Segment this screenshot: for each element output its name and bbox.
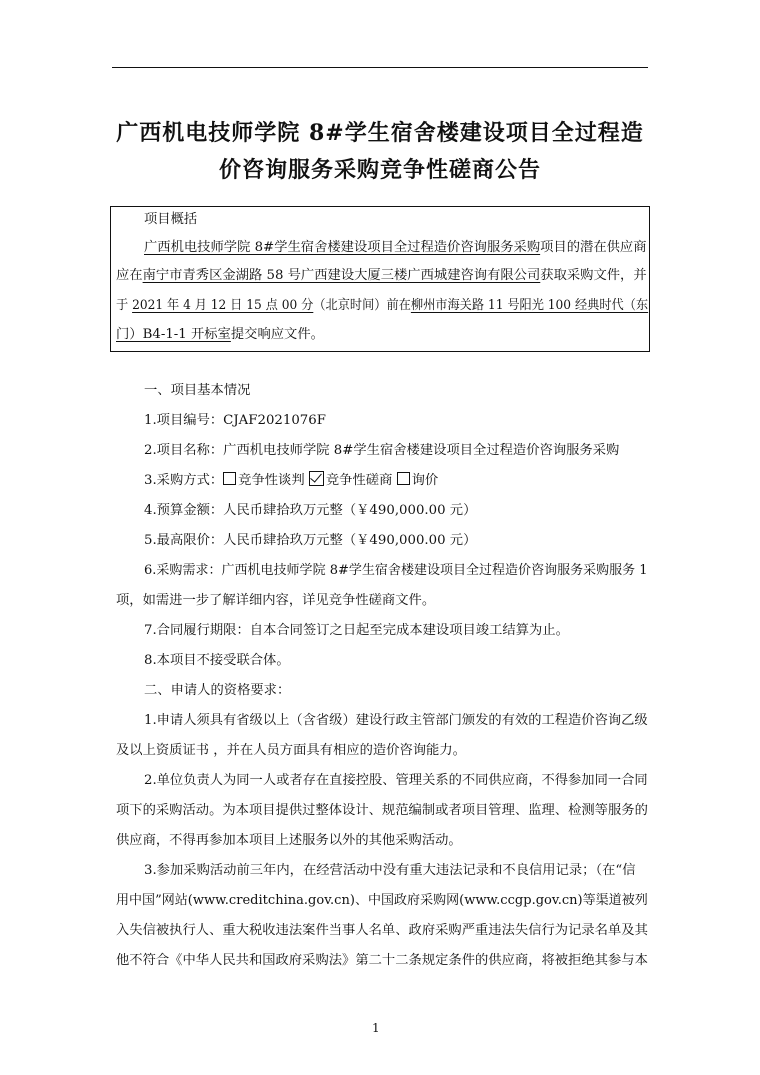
req2-line3: 供应商，不得再参加本项目上述服务以外的其他采购活动。 <box>116 833 462 848</box>
overview-heading: 项目概括 <box>144 212 198 227</box>
checkbox-unchecked-icon <box>223 472 236 485</box>
overview-line1: 广西机电技师学院 8#学生宿舍楼建设项目全过程造价咨询服务采购项目的潜在供应商 <box>144 240 647 255</box>
req3-line2: 用中国”网站(www.creditchina.gov.cn)、中国政府采购网(www.ccgp.gov.cn)等渠道被列 <box>116 893 648 908</box>
req3-line3: 入失信被执行人、重大税收违法案件当事人名单、政府采购严重违法失信行为记录名单及其 <box>116 923 648 938</box>
submission-place-underlined: 柳州市海关路 11 号阳光 100 经典时代（东 <box>410 298 649 313</box>
header-rule <box>112 67 648 68</box>
req1-line2: 及以上资质证书 ，并在人员方面具有相应的造价咨询能力。 <box>116 743 466 758</box>
project-name-underlined: 广西机电技师学院 8#学生宿舍楼建设项目全过程造价咨询服务采购 <box>144 240 541 255</box>
deadline-underlined: 2021 年 4 月 12 日 15 点 00 分 <box>132 298 314 313</box>
section2-heading: 二、申请人的资格要求： <box>144 683 291 698</box>
section1-heading: 一、项目基本情况 <box>144 383 251 398</box>
procurement-need-line2: 项，如需进一步了解详细内容，详见竞争性磋商文件。 <box>116 593 436 608</box>
checkbox-unchecked-icon <box>397 472 410 485</box>
no-consortium: 8.本项目不接受联合体。 <box>144 653 290 668</box>
overview-line4: 门）B4-1-1 开标室提交响应文件。 <box>116 327 324 342</box>
budget-amount: 4.预算金额：人民币肆拾玖万元整（￥490,000.00 元） <box>144 503 477 518</box>
contract-period: 7.合同履行期限：自本合同签订之日起至完成本建设项目竣工结算为止。 <box>144 623 569 638</box>
req2-line1: 2.单位负责人为同一人或者存在直接控股、管理关系的不同供应商，不得参加同一合同 <box>144 773 648 788</box>
overview-line3: 于 2021 年 4 月 12 日 15 点 00 分（北京时间）前在柳州市海关路 11 号阳光 100 经典时代（东 <box>116 298 649 313</box>
doc-title-line1: 广西机电技师学院 8#学生宿舍楼建设项目全过程造 <box>116 120 644 146</box>
project-number: 1.项目编号：CJAF2021076F <box>144 413 326 428</box>
document-location-underlined: 南宁市青秀区金湖路 58 号广西建设大厦三楼广西城建咨询有限公司 <box>142 268 541 283</box>
req2-line2: 项下的采购活动。为本项目提供过整体设计、规范编制或者项目管理、监理、检测等服务的 <box>116 803 648 818</box>
req3-line4: 他不符合《中华人民共和国政府采购法》第二十二条规定条件的供应商，将被拒绝其参与本 <box>116 953 648 968</box>
procurement-method: 3.采购方式： 竞争性谈判 竞争性磋商 询价 <box>144 473 439 488</box>
page-number: 1 <box>372 1021 380 1035</box>
project-name: 2.项目名称：广西机电技师学院 8#学生宿舍楼建设项目全过程造价咨询服务采购 <box>144 443 620 458</box>
max-price: 5.最高限价：人民币肆拾玖万元整（￥490,000.00 元） <box>144 533 477 548</box>
bid-room-underlined: 门）B4-1-1 开标室 <box>116 327 231 342</box>
checkbox-checked-icon <box>309 471 324 486</box>
overview-line2: 应在南宁市青秀区金湖路 58 号广西建设大厦三楼广西城建咨询有限公司获取采购文件，并 <box>116 268 647 283</box>
doc-title-line2: 价咨询服务采购竞争性磋商公告 <box>218 157 541 183</box>
req3-line1: 3.参加采购活动前三年内，在经营活动中没有重大违法记录和不良信用记录；（在“信 <box>144 863 636 878</box>
procurement-need-line1: 6.采购需求：广西机电技师学院 8#学生宿舍楼建设项目全过程造价咨询服务采购服务 1 <box>144 563 648 578</box>
req1-line1: 1.申请人须具有省级以上（含省级）建设行政主管部门颁发的有效的工程造价咨询乙级 <box>144 713 648 728</box>
